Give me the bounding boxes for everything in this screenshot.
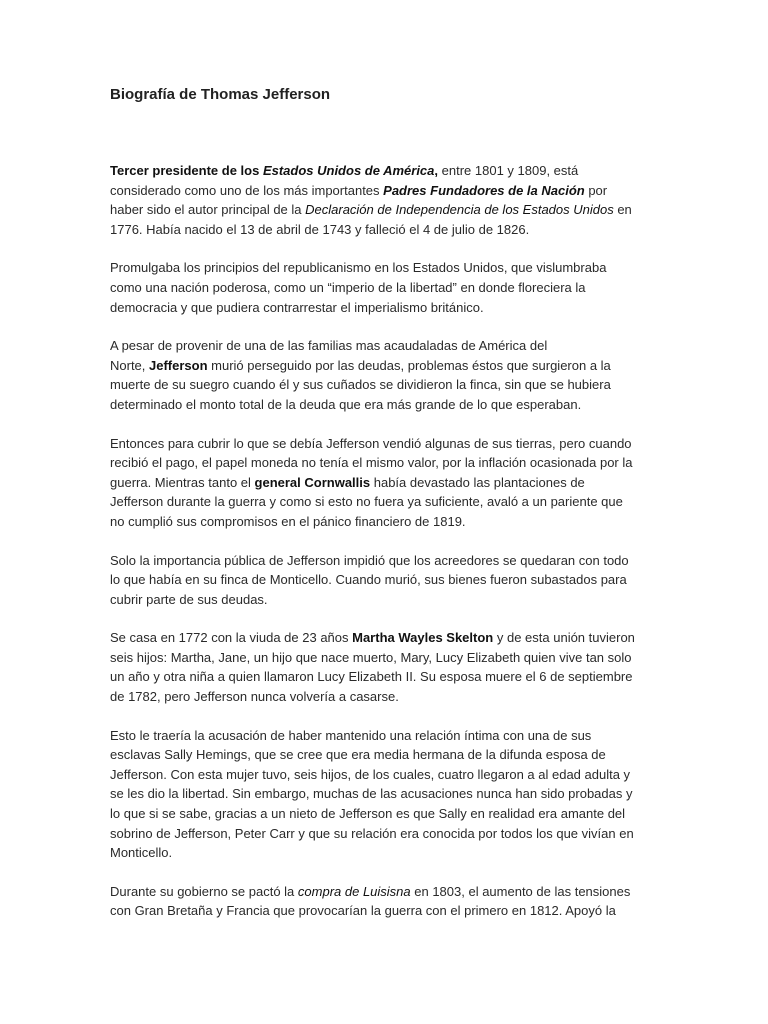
text-run: en 1803, el aumento de las tensiones — [410, 883, 631, 899]
text-run: Esto le traería la acusación de haber mantenido una relación íntima con una de sus — [110, 727, 592, 743]
text-line — [110, 453, 660, 473]
text-line — [110, 901, 660, 921]
text-run: había devastado las plantaciones de — [370, 474, 585, 490]
text-run: lo que si se sabe, gracias a un nieto de Jefferson es que Sally en realidad era amante del — [110, 806, 626, 822]
bold-italic-text — [263, 163, 434, 178]
text-line — [110, 726, 660, 746]
text-line — [110, 473, 660, 493]
bold-text: , — [434, 163, 439, 178]
text-line — [110, 570, 660, 590]
text-line — [110, 648, 660, 668]
paragraph-1 — [110, 161, 660, 239]
text-line — [110, 551, 660, 571]
text-run: cubrir parte de sus deudas. — [110, 591, 268, 607]
text-run: muerte de su suegro cuando él y sus cuñados se dividieron la finca, sin que se hubiera — [110, 377, 611, 393]
text-run: Norte, — [110, 357, 150, 373]
text-line — [110, 745, 660, 765]
text-line — [110, 258, 660, 278]
bold-italic-text-inner: Estados Unidos de América — [262, 163, 435, 178]
bold-italic-text-inner: Padres Fundadores de la Nación — [383, 182, 585, 198]
bold-text: Jefferson — [149, 357, 208, 373]
paragraph-3 — [110, 336, 660, 414]
text-run: por — [584, 182, 608, 198]
text-run: considerado como uno de los más importantes — [110, 182, 384, 198]
italic-text: Declaración de Independencia de los Estados Unidos — [305, 202, 614, 218]
text-line — [110, 882, 660, 902]
bold-italic-text — [383, 183, 585, 198]
text-line — [110, 200, 660, 220]
text-run: Entonces para cubrir lo que se debía Jefferson vendió algunas de sus tierras, pero cuando — [110, 435, 632, 451]
text-run: y de esta unión tuvieron — [493, 630, 635, 646]
text-run: determinado el monto total de la deuda que era más grande de lo que esperaban. — [110, 396, 582, 412]
paragraph-6 — [110, 628, 660, 706]
text-line — [110, 628, 660, 648]
text-run: se les dio la libertad. Sin embargo, muchas de las acusaciones nunca han sido probadas y — [110, 786, 633, 802]
text-run: como una nación poderosa, como un “imperio de la libertad” en donde floreciera la — [110, 279, 586, 295]
text-line — [110, 804, 660, 824]
italic-text: compra de Luisisna — [297, 883, 411, 899]
text-run: murió perseguido por las deudas, problemas éstos que surgieron a la — [207, 357, 611, 373]
text-run: en — [613, 202, 632, 218]
text-line — [110, 356, 660, 376]
paragraph-8 — [110, 882, 660, 921]
text-run: sobrino de Jefferson, Peter Carr y que su relación era conocida por todos los que vivían en — [110, 825, 634, 841]
text-run: Jefferson. Con esta mujer tuvo, seis hijos, de los cuales, cuatro llegaron a al edad adulta y — [110, 766, 631, 782]
text-run: lo que había en su finca de Monticello. Cuando murió, sus bienes fueron subastados para — [110, 572, 627, 588]
text-line — [110, 512, 660, 532]
text-line — [110, 161, 660, 181]
text-run: Monticello. — [110, 845, 173, 861]
text-run: esclavas Sally Hemings, que se cree que era media hermana de la difunda esposa de — [110, 747, 606, 763]
bold-text: general Cornwallis — [254, 474, 371, 490]
text-run: guerra. Mientras tanto el — [110, 474, 255, 490]
text-line — [110, 667, 660, 687]
text-line — [110, 492, 660, 512]
text-run: Se casa en 1772 con la viuda de 23 años — [110, 630, 353, 646]
text-line — [110, 181, 660, 201]
text-run: Promulgaba los principios del republicanismo en los Estados Unidos, que vislumbraba — [110, 260, 607, 276]
document-body — [110, 161, 660, 940]
text-run: democracia y que pudiera contrarrestar el imperialismo británico. — [110, 299, 484, 315]
text-run: un año y otra niña a quien llamaron Lucy Elizabeth II. Su esposa muere el 6 de septiembre — [110, 669, 633, 685]
text-run: con Gran Bretaña y Francia que provocarían la guerra con el primero en 1812. Apoyó la — [110, 903, 616, 919]
paragraph-2 — [110, 258, 660, 317]
paragraph-7 — [110, 726, 660, 863]
text-run: seis hijos: Martha, Jane, un hijo que nace muerto, Mary, Lucy Elizabeth quien vive tan solo — [110, 649, 632, 665]
text-line — [110, 336, 660, 356]
text-run: de 1782, pero Jefferson nunca volvería a casarse. — [110, 689, 399, 705]
text-line — [110, 278, 660, 298]
text-line — [110, 687, 660, 707]
text-run: Durante su gobierno se pactó la — [110, 883, 298, 899]
text-line — [110, 298, 660, 318]
paragraph-5 — [110, 551, 660, 610]
text-run: no cumplió sus compromisos en el pánico financiero de 1819. — [110, 513, 466, 529]
text-run: recibió el pago, el papel moneda no tenía el mismo valor, por la inflación ocasionada por la — [110, 455, 633, 471]
text-run: A pesar de provenir de una de las familias mas acaudaladas de América del — [110, 338, 548, 354]
text-run: entre 1801 y 1809, está — [438, 163, 579, 178]
text-line — [110, 843, 660, 863]
text-run: haber sido el autor principal de la — [110, 202, 306, 218]
text-run: Jefferson durante la guerra y como si esto no fuera ya suficiente, avaló a un pariente que — [110, 494, 623, 510]
text-run: 1776. Había nacido el 13 de abril de 1743 y falleció el 4 de julio de 1826. — [110, 221, 530, 237]
bold-text: Martha Wayles Skelton — [352, 630, 494, 646]
text-line — [110, 220, 660, 240]
text-run: Solo la importancia pública de Jefferson impidió que los acreedores se quedaran con todo — [110, 552, 629, 568]
text-line — [110, 590, 660, 610]
text-line — [110, 824, 660, 844]
text-line — [110, 375, 660, 395]
text-line — [110, 765, 660, 785]
text-line — [110, 784, 660, 804]
text-line — [110, 395, 660, 415]
text-line — [110, 434, 660, 454]
bold-text: Tercer presidente de los — [110, 163, 263, 178]
paragraph-4 — [110, 434, 660, 532]
document-title: Biografía de Thomas Jefferson — [110, 86, 331, 103]
